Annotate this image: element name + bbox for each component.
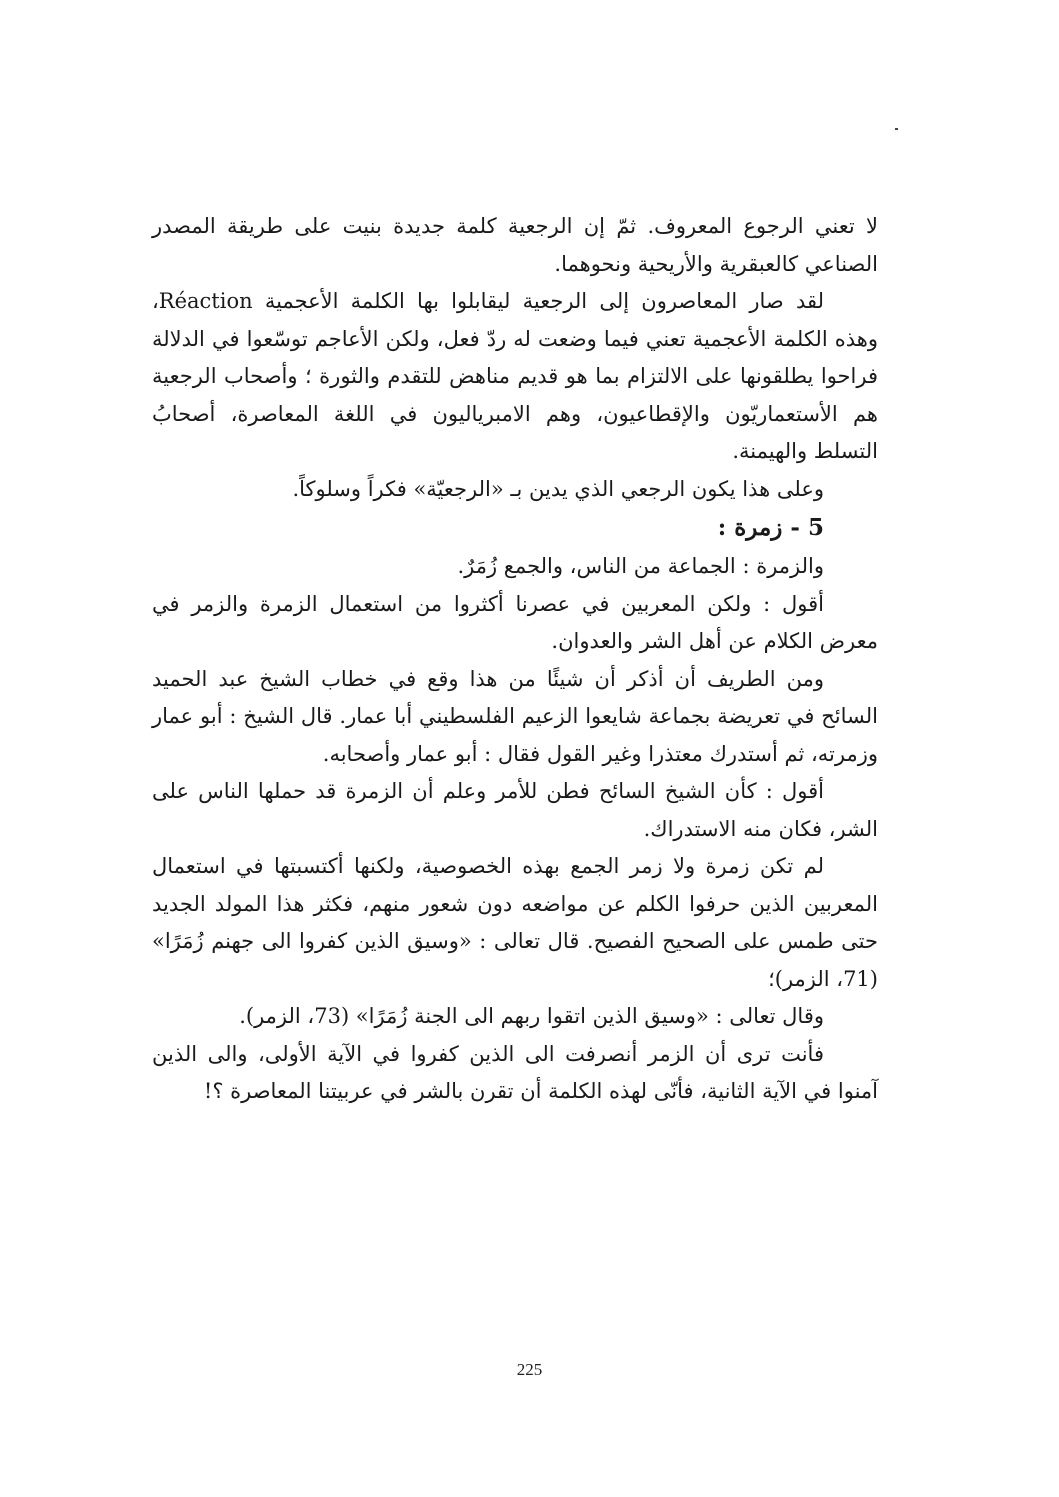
paragraph: لم تكن زمرة ولا زمر الجمع بهذه الخصوصية، ولكنها أكتسبتها في استعمال المعربين الذين حرفوا الكلم عن مواضعه دون شعور منهم، فكثر هذا المولد الجديد حتى طمس على الصحيح الفصيح. قال تعالى : «وسيق الذين كفروا الى جهنم زُمَرًا» (71، الزمر)؛ (152, 854, 878, 991)
body-text (152, 208, 878, 1111)
paragraph: لا تعني الرجوع المعروف. ثمّ إن الرجعية كلمة جديدة بنيت على طريقة المصدر الصناعي كالعبقرية والأريحية ونحوهما. (152, 214, 878, 276)
paragraph: وعلى هذا يكون الرجعي الذي يدين بـ «الرجعيّة» فكراً وسلوكاً. (292, 476, 824, 501)
paragraph: أقول : كأن الشيخ السائح فطن للأمر وعلم أن الزمرة قد حملها الناس على الشر، فكان منه الاستدراك. (152, 779, 878, 841)
paragraph: لقد صار المعاصرون إلى الرجعية ليقابلوا بها الكلمة الأعجمية Réaction، وهذه الكلمة الأعجمية تعني فيما وضعت له ردّ فعل، ولكن الأعاجم توسّعوا في الدلالة فراحوا يطلقونها على الالتزام بما هو قديم مناهض للتقدم والثورة ؛ وأصحاب الرجعية هم الأستعماريّون والإقطاعيون، وهم الامبرياليون في اللغة المعاصرة، أصحابُ التسلط والهيمنة. (152, 289, 878, 463)
paragraph: والزمرة : الجماعة من الناس، والجمع زُمَرٌ. (457, 554, 824, 578)
paragraph: ومن الطريف أن أذكر أن شيئًا من هذا وقع في خطاب الشيخ عبد الحميد السائح في تعريضة بجماعة شايعوا الزعيم الفلسطيني أبا عمار. قال الشيخ : أبو عمار وزمرته، ثم أستدرك معتذرا وغير القول فقال : أبو عمار وأصحابه. (152, 666, 878, 766)
paragraph: أقول : ولكن المعربين في عصرنا أكثروا من استعمال الزمرة والزمر في معرض الكلام عن أهل الشر والعدوان. (152, 591, 878, 653)
page-number: 225 (516, 1360, 543, 1379)
paragraph: فأنت ترى أن الزمر أنصرفت الى الذين كفروا في الآية الأولى، والى الذين آمنوا في الآية الثانية، فأنّى لهذه الكلمة أن تقرن بالشر في عربيتنا المعاصرة ؟! (152, 1041, 878, 1103)
paragraph: وقال تعالى : «وسيق الذين اتقوا ربهم الى الجنة زُمَرًا» (73، الزمر). (239, 1004, 824, 1028)
section-heading: 5 - زمرة : (717, 514, 824, 541)
scan-mark (895, 128, 898, 130)
